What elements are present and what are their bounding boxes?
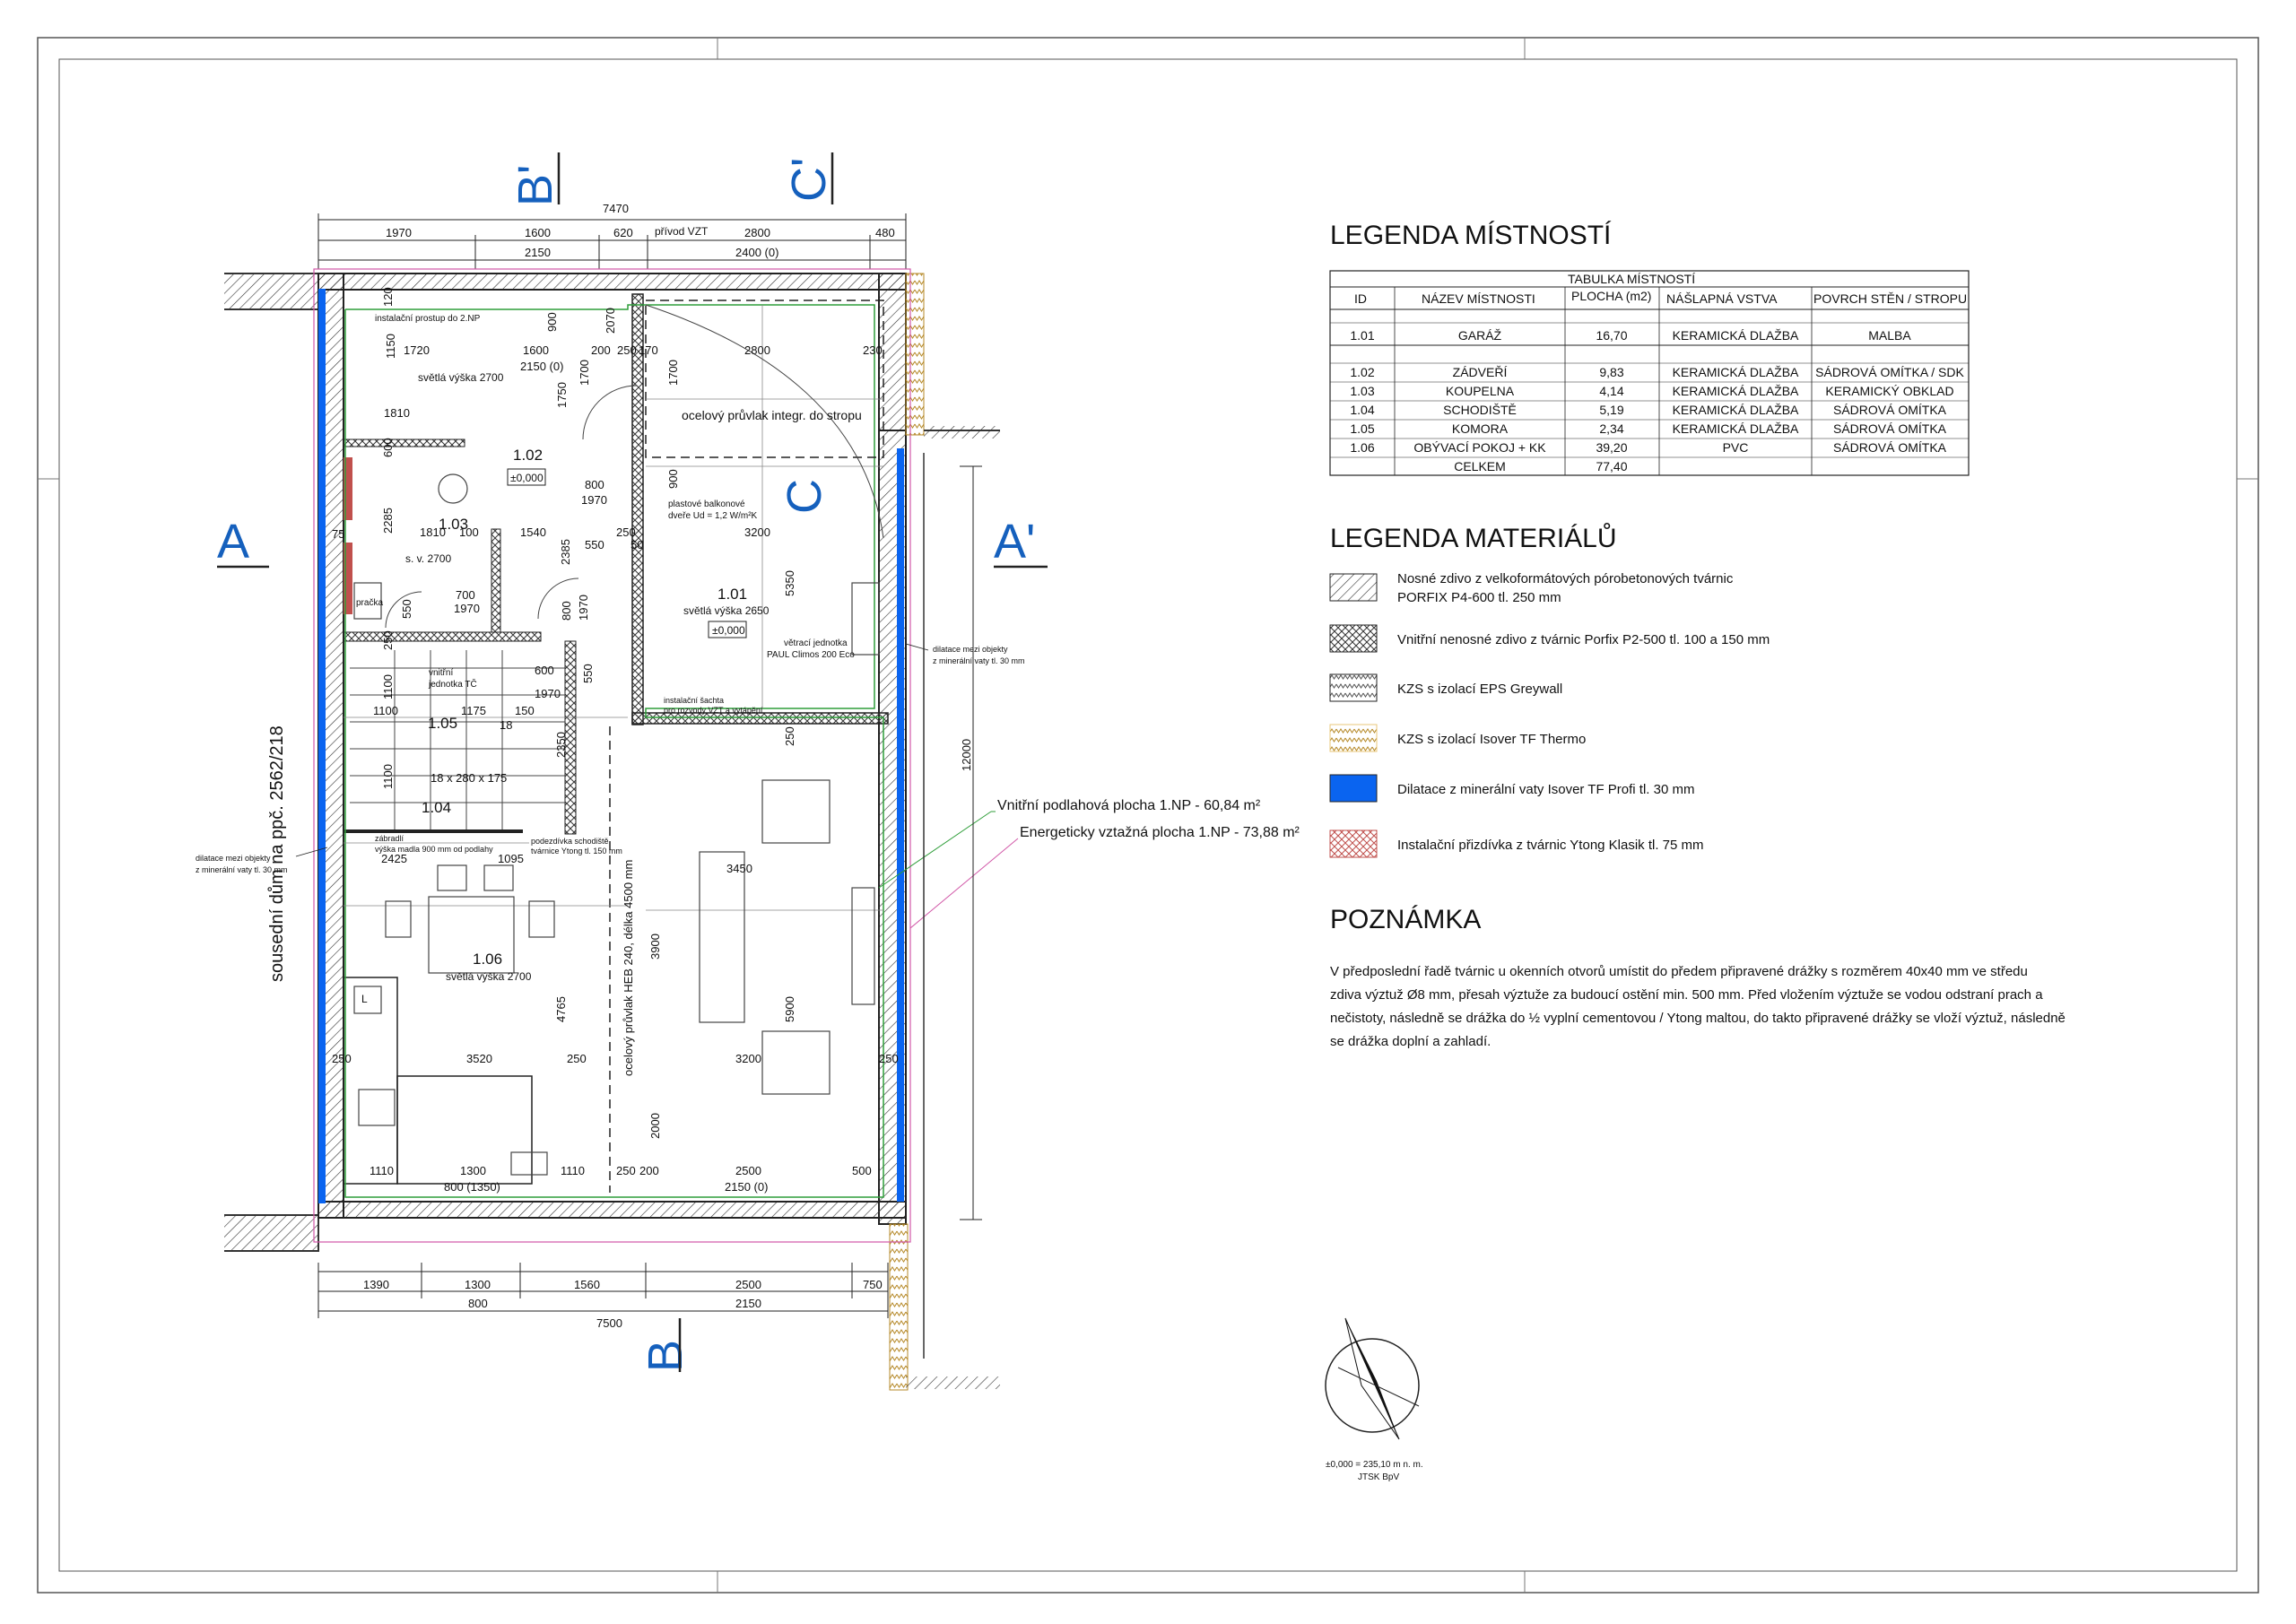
svg-text:podezdívka schodiště: podezdívka schodiště — [531, 837, 609, 846]
fridge-label: L — [361, 993, 368, 1005]
area-boundary — [345, 305, 883, 1197]
room-table-cell: 39,20 — [1596, 440, 1628, 455]
dim-bottom-3: 1560 — [574, 1278, 600, 1291]
svg-text:ocelový průvlak integr. do str: ocelový průvlak integr. do stropu — [682, 408, 862, 422]
svg-text:12000: 12000 — [960, 738, 973, 771]
svg-text:900: 900 — [666, 469, 680, 489]
svg-text:1540: 1540 — [520, 525, 546, 539]
svg-text:1810: 1810 — [384, 406, 410, 420]
dim-bottom2-1: 800 — [468, 1297, 488, 1310]
svg-text:1750: 1750 — [555, 382, 569, 408]
svg-text:700: 700 — [456, 588, 475, 602]
svg-text:170: 170 — [639, 343, 658, 357]
tv-unit — [852, 888, 874, 1004]
material-label: KZS s izolací EPS Greywall — [1397, 682, 1563, 697]
svg-text:2150 (0): 2150 (0) — [725, 1180, 769, 1194]
note-title: POZNÁMKA — [1330, 905, 1482, 934]
svg-text:1175: 1175 — [461, 704, 486, 717]
svg-text:1.05: 1.05 — [428, 715, 458, 732]
svg-text:250: 250 — [567, 1052, 587, 1065]
washer-label: pračka — [356, 598, 384, 608]
toilet — [439, 474, 467, 503]
svg-text:3200: 3200 — [735, 1052, 761, 1065]
svg-text:1300: 1300 — [460, 1164, 486, 1177]
svg-text:jednotka TČ: jednotka TČ — [429, 680, 477, 690]
room-table-cell: 1.01 — [1350, 328, 1375, 343]
svg-text:POVRCH STĚN / STROPU: POVRCH STĚN / STROPU — [1813, 291, 1968, 306]
room-table-cell: KERAMICKÁ DLAŽBA — [1672, 365, 1799, 379]
svg-text:V předposlední řadě tvárnic u: V předposlední řadě tvárnic u okenních otvorů umístit do předem připravené drážky s rozměrem 40x40 mm ve středu — [1330, 964, 2028, 979]
room-table-cell: SÁDROVÁ OMÍTKA — [1832, 440, 1947, 455]
svg-text:±0,000: ±0,000 — [712, 624, 745, 637]
svg-text:250: 250 — [616, 1164, 636, 1177]
dim-bottom2-2: 2150 — [735, 1297, 761, 1310]
svg-text:instalační prostup do 2.NP: instalační prostup do 2.NP — [375, 314, 481, 324]
room-table-cell: KERAMICKÁ DLAŽBA — [1672, 328, 1799, 343]
svg-text:větrací jednotka: větrací jednotka — [784, 638, 848, 648]
dim-top-4: 2800 — [744, 226, 770, 239]
interior-lines — [344, 305, 883, 910]
dim-top-1: 1970 — [386, 226, 412, 239]
dim-bottom-1: 1390 — [363, 1278, 389, 1291]
svg-text:ID: ID — [1354, 291, 1367, 306]
svg-text:výška madla 900 mm od podlahy: výška madla 900 mm od podlahy — [375, 845, 493, 854]
furniture — [354, 474, 879, 1175]
room-table-cell: KERAMICKÝ OBKLAD — [1825, 384, 1954, 398]
svg-text:PAUL Climos 200 Eco: PAUL Climos 200 Eco — [767, 650, 855, 660]
dim-top2-2: 2400 (0) — [735, 246, 779, 259]
svg-text:1600: 1600 — [523, 343, 549, 357]
svg-text:2500: 2500 — [735, 1164, 761, 1177]
material-label: KZS s izolací Isover TF Thermo — [1397, 732, 1587, 747]
svg-text:120: 120 — [381, 287, 395, 307]
svg-text:1810: 1810 — [420, 525, 446, 539]
section-marker-b-top — [509, 152, 562, 206]
svg-text:550: 550 — [585, 538, 604, 551]
dim-top-5: 480 — [875, 226, 895, 239]
svg-text:250: 250 — [381, 630, 395, 650]
svg-text:2285: 2285 — [381, 508, 395, 534]
material-label: Instalační přizdívka z tvárnic Ytong Klasik tl. 75 mm — [1397, 838, 1704, 853]
svg-text:250: 250 — [879, 1052, 899, 1065]
room-table-total-value: 77,40 — [1596, 459, 1628, 473]
room-table-cell: 2,34 — [1599, 421, 1624, 436]
room-table-cell: SÁDROVÁ OMÍTKA — [1832, 403, 1947, 417]
svg-text:1.03: 1.03 — [439, 516, 469, 533]
svg-text:plastové balkonové: plastové balkonové — [668, 499, 745, 509]
svg-text:3520: 3520 — [466, 1052, 492, 1065]
svg-text:C': C' — [782, 157, 836, 202]
svg-text:vnitřní: vnitřní — [429, 668, 454, 678]
svg-text:pro rozvody VZT a vytápění: pro rozvody VZT a vytápění — [664, 706, 763, 715]
svg-text:75: 75 — [332, 527, 345, 541]
svg-text:1150: 1150 — [384, 334, 397, 359]
svg-text:NÁZEV MÍSTNOSTI: NÁZEV MÍSTNOSTI — [1422, 291, 1535, 306]
svg-text:B: B — [639, 1339, 692, 1372]
svg-text:1.04: 1.04 — [422, 799, 452, 816]
dim-bottom-2: 1300 — [465, 1278, 491, 1291]
svg-text:Energeticky vztažná plocha 1.N: Energeticky vztažná plocha 1.NP - 73,88 m² — [1020, 825, 1300, 840]
armchair-top — [762, 780, 830, 843]
svg-text:2150 (0): 2150 (0) — [520, 360, 564, 373]
svg-text:1.06: 1.06 — [473, 951, 503, 968]
room-table-cell: 1.05 — [1350, 421, 1375, 436]
legend-rooms-title: LEGENDA MÍSTNOSTÍ — [1330, 221, 1612, 250]
svg-text:1100: 1100 — [381, 674, 395, 699]
room-table-cell: KOMORA — [1451, 421, 1509, 436]
svg-text:B': B' — [509, 164, 562, 206]
room-table-cell: KERAMICKÁ DLAŽBA — [1672, 403, 1799, 417]
dim-bottom-5: 750 — [863, 1278, 883, 1291]
svg-text:4765: 4765 — [554, 996, 568, 1022]
room-table-cell: MALBA — [1868, 328, 1911, 343]
room-table-cell: SÁDROVÁ OMÍTKA / SDK — [1815, 365, 1964, 379]
svg-text:1.02: 1.02 — [513, 447, 544, 464]
room-table-cell: KOUPELNA — [1445, 384, 1515, 398]
material-swatch-diagonal-hatch — [1330, 574, 1377, 601]
svg-text:tvárnice Ytong tl. 150 mm: tvárnice Ytong tl. 150 mm — [531, 847, 622, 855]
svg-text:800: 800 — [585, 478, 604, 491]
sofa — [700, 852, 744, 1022]
svg-text:600: 600 — [381, 438, 395, 457]
svg-text:1970: 1970 — [454, 602, 480, 615]
svg-text:1100: 1100 — [373, 704, 398, 717]
svg-text:900: 900 — [545, 312, 559, 332]
room-table-cell: 1.03 — [1350, 384, 1375, 398]
dim-bottom-total: 7500 — [596, 1316, 622, 1330]
svg-text:250: 250 — [332, 1052, 352, 1065]
svg-text:250: 250 — [616, 525, 636, 539]
armchair-bottom — [762, 1031, 830, 1094]
svg-text:1.01: 1.01 — [718, 586, 748, 603]
svg-text:5900: 5900 — [783, 996, 796, 1022]
svg-text:100: 100 — [459, 525, 479, 539]
svg-text:světlá výška 2650: světlá výška 2650 — [683, 604, 770, 617]
svg-text:±0,000: ±0,000 — [510, 472, 544, 484]
svg-text:1100: 1100 — [381, 764, 395, 789]
svg-text:250: 250 — [617, 343, 637, 357]
svg-text:2800: 2800 — [744, 343, 770, 357]
section-marker-c-top — [782, 152, 836, 204]
section-marker-c-mid — [778, 479, 831, 514]
room-table-cell: KERAMICKÁ DLAŽBA — [1672, 384, 1799, 398]
svg-text:1720: 1720 — [404, 343, 430, 357]
svg-text:zdiva výztuž Ø8 mm, přesah výz: zdiva výztuž Ø8 mm, přesah výztuže za budoucí ostění min. 500 mm. Před vložením výztuže se vodou odstraní prach a — [1330, 987, 2043, 1003]
svg-text:nečistoty, následně se drážka: nečistoty, následně se drážka do ½ vyplní cementovou / Ytong maltou, do takto připravené drážky se vloží výztuž, následně — [1330, 1011, 2066, 1026]
room-table-cell: ZÁDVEŘÍ — [1452, 365, 1508, 379]
svg-text:2385: 2385 — [559, 539, 572, 565]
legend-materials-title: LEGENDA MATERIÁLŮ — [1330, 524, 1617, 553]
dim-bottom-4: 2500 — [735, 1278, 761, 1291]
room-table-cell: 1.04 — [1350, 403, 1375, 417]
svg-text:3900: 3900 — [648, 934, 662, 960]
material-swatch-solid-blue — [1330, 775, 1377, 802]
svg-text:dilatace mezi objekty: dilatace mezi objekty — [196, 854, 271, 863]
material-swatch-red-cross — [1330, 830, 1377, 857]
material-swatch-zigzag-yellow — [1330, 725, 1377, 751]
svg-text:3450: 3450 — [726, 862, 752, 875]
bottom-dimension-lines — [318, 1263, 888, 1318]
svg-text:1970: 1970 — [581, 493, 607, 507]
room-table-total-label: CELKEM — [1454, 459, 1506, 473]
svg-text:z minerální vaty tl. 30 mm: z minerální vaty tl. 30 mm — [933, 656, 1025, 665]
room-table-cell: OBÝVACÍ POKOJ + KK — [1413, 440, 1546, 455]
svg-text:200: 200 — [591, 343, 611, 357]
room-table-cell: 4,14 — [1599, 384, 1624, 398]
svg-text:2350: 2350 — [554, 732, 568, 758]
right-boundary — [906, 426, 1000, 1389]
area-callouts — [879, 798, 1300, 928]
north-system: JTSK BpV — [1358, 1472, 1400, 1482]
svg-text:3200: 3200 — [744, 525, 770, 539]
svg-text:500: 500 — [852, 1164, 872, 1177]
svg-text:z minerální vaty tl. 30 mm: z minerální vaty tl. 30 mm — [196, 865, 288, 874]
room-table-cell: 9,83 — [1599, 365, 1624, 379]
svg-text:1095: 1095 — [498, 852, 524, 865]
privod-vzt-label: přívod VZT — [655, 225, 709, 238]
svg-text:dilatace mezi objekty: dilatace mezi objekty — [933, 645, 1008, 654]
svg-text:5350: 5350 — [783, 570, 796, 596]
material-label: Nosné zdivo z velkoformátových pórobetonových tvárnic — [1397, 571, 1734, 586]
inner-dimensions — [332, 287, 899, 1194]
material-legend — [1330, 571, 1770, 857]
svg-text:zábradlí: zábradlí — [375, 834, 404, 843]
svg-text:TABULKA MÍSTNOSTÍ: TABULKA MÍSTNOSTÍ — [1568, 272, 1696, 286]
svg-text:A: A — [217, 515, 250, 569]
room-table-cell: KERAMICKÁ DLAŽBA — [1672, 421, 1799, 436]
building-walls — [318, 274, 924, 1390]
room-table-cell: GARÁŽ — [1457, 328, 1502, 343]
dim-total-width: 7470 — [603, 202, 629, 215]
material-label: PORFIX P4-600 tl. 250 mm — [1397, 590, 1561, 605]
svg-text:se drážka doplní a zahladí.: se drážka doplní a zahladí. — [1330, 1034, 1492, 1049]
svg-text:150: 150 — [515, 704, 535, 717]
svg-text:2425: 2425 — [381, 852, 407, 865]
dim-top-2: 1600 — [525, 226, 551, 239]
svg-text:světlá výška 2700: světlá výška 2700 — [446, 970, 532, 983]
north-arrow-icon — [1326, 1318, 1419, 1439]
svg-text:250: 250 — [783, 726, 796, 746]
material-label: Vnitřní nenosné zdivo z tvárnic Porfix P2-500 tl. 100 a 150 mm — [1397, 632, 1770, 647]
svg-text:200: 200 — [639, 1164, 659, 1177]
section-marker-a-left — [217, 515, 269, 569]
svg-text:1110: 1110 — [370, 1164, 394, 1177]
room-table-cell: SÁDROVÁ OMÍTKA — [1832, 421, 1947, 436]
svg-text:800: 800 — [560, 601, 573, 621]
svg-text:2000: 2000 — [648, 1113, 662, 1139]
material-swatch-zigzag-gray — [1330, 674, 1377, 701]
svg-text:dveře Ud = 1,2 W/m²K: dveře Ud = 1,2 W/m²K — [668, 511, 758, 521]
room-table-cell: 5,19 — [1599, 403, 1624, 417]
svg-text:550: 550 — [581, 664, 595, 683]
svg-text:2070: 2070 — [604, 308, 617, 334]
dim-top-3: 620 — [613, 226, 633, 239]
room-table-cell: SCHODIŠTĚ — [1443, 403, 1517, 417]
svg-text:ocelový průvlak HEB 240, délka: ocelový průvlak HEB 240, délka 4500 mm — [622, 859, 635, 1076]
svg-text:PLOCHA (m2): PLOCHA (m2) — [1571, 289, 1652, 303]
svg-text:1970: 1970 — [577, 595, 590, 621]
svg-text:600: 600 — [535, 664, 554, 677]
svg-text:50: 50 — [631, 538, 644, 551]
section-marker-a-right — [994, 515, 1048, 569]
cooktop — [359, 1090, 395, 1125]
svg-text:550: 550 — [400, 599, 413, 619]
svg-text:18: 18 — [500, 718, 513, 732]
neighbor-house — [224, 274, 318, 1251]
section-marker-b-bottom — [639, 1318, 692, 1372]
svg-text:Vnitřní podlahová plocha 1.NP: Vnitřní podlahová plocha 1.NP - 60,84 m² — [997, 798, 1261, 813]
svg-text:18 x 280 x 175: 18 x 280 x 175 — [430, 771, 508, 785]
svg-text:instalační šachta: instalační šachta — [664, 696, 725, 705]
north-level: ±0,000 = 235,10 m n. m. — [1326, 1460, 1423, 1470]
dim-top2-1: 2150 — [525, 246, 551, 259]
material-swatch-cross-hatch — [1330, 625, 1377, 652]
neighbor-label: sousední dům na ppč. 2562/218 — [267, 725, 287, 982]
sink — [511, 1152, 547, 1175]
svg-text:1970: 1970 — [535, 687, 561, 700]
svg-text:1700: 1700 — [578, 360, 591, 386]
room-table-cell: PVC — [1722, 440, 1749, 455]
svg-text:NÁŠLAPNÁ VSTVA: NÁŠLAPNÁ VSTVA — [1666, 291, 1778, 306]
svg-text:C: C — [778, 479, 831, 514]
beam-top-outline — [646, 300, 883, 457]
note-body — [1330, 964, 2066, 1049]
right-dimension — [960, 466, 982, 1220]
room-table-cell: 1.06 — [1350, 440, 1375, 455]
svg-text:A': A' — [994, 515, 1036, 569]
svg-text:1110: 1110 — [561, 1164, 585, 1177]
svg-text:230: 230 — [863, 343, 883, 357]
room-table-cell: 1.02 — [1350, 365, 1375, 379]
svg-text:800 (1350): 800 (1350) — [444, 1180, 500, 1194]
room-table-cell: 16,70 — [1596, 328, 1628, 343]
svg-text:s. v. 2700: s. v. 2700 — [405, 552, 452, 565]
svg-text:1700: 1700 — [666, 360, 680, 386]
top-dimension-lines — [318, 213, 906, 269]
material-label: Dilatace z minerální vaty Isover TF Profi tl. 30 mm — [1397, 782, 1695, 797]
svg-text:světlá výška 2700: světlá výška 2700 — [418, 371, 504, 384]
